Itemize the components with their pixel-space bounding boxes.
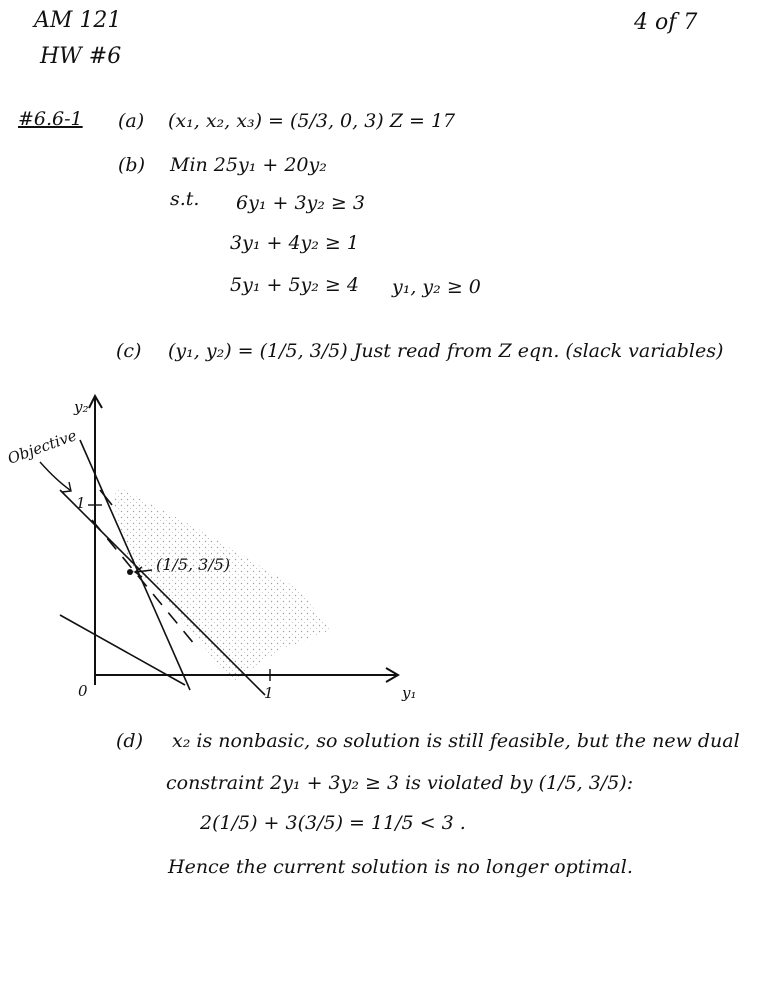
nonnegativity-constraint: y₁, y₂ ≥ 0 <box>392 276 481 298</box>
y1-axis-label: y₁ <box>402 684 417 702</box>
objective-label: Objective <box>5 426 80 468</box>
origin-label: 0 <box>78 682 88 700</box>
course-title: AM 121 <box>34 8 122 33</box>
part-c-label: (c) <box>116 340 142 362</box>
part-a-label: (a) <box>118 110 145 132</box>
optimal-point-label: (1/5, 3/5) <box>156 555 231 574</box>
subject-to: s.t. <box>170 188 200 210</box>
objective-line-upper <box>100 490 112 505</box>
y1-tick-label: 1 <box>264 684 274 702</box>
page-number: 4 of 7 <box>634 10 698 35</box>
y2-axis-label: y₂ <box>74 398 89 416</box>
dual-objective: Min 25y₁ + 20y₂ <box>170 154 327 176</box>
dual-constraint-3: 5y₁ + 5y₂ ≥ 4 <box>230 274 359 296</box>
part-c-answer: (y₁, y₂) = (1/5, 3/5) Just read from Z eqn. (slack variables) <box>168 340 724 362</box>
optimal-point <box>127 569 133 575</box>
part-b-label: (b) <box>118 154 145 176</box>
part-d-line-2: constraint 2y₁ + 3y₂ ≥ 3 is violated by (1/5, 3/5): <box>166 772 634 794</box>
part-a-answer: (x₁, x₂, x₃) = (5/3, 0, 3) Z = 17 <box>168 110 456 132</box>
y2-tick-label: 1 <box>76 494 86 512</box>
dual-constraint-1: 6y₁ + 3y₂ ≥ 3 <box>236 192 365 214</box>
dual-constraint-2: 3y₁ + 4y₂ ≥ 1 <box>230 232 359 254</box>
problem-number: #6.6-1 <box>18 108 83 130</box>
objective-arrow <box>40 462 70 490</box>
part-d-line-1: x₂ is nonbasic, so solution is still feasible, but the new dual <box>172 730 740 752</box>
part-d-calculation: 2(1/5) + 3(3/5) = 11/5 < 3 . <box>200 812 466 834</box>
feasible-region-graph <box>0 390 765 710</box>
homework-title: HW #6 <box>40 44 122 69</box>
part-d-label: (d) <box>116 730 143 752</box>
part-d-conclusion: Hence the current solution is no longer optimal. <box>168 856 633 878</box>
